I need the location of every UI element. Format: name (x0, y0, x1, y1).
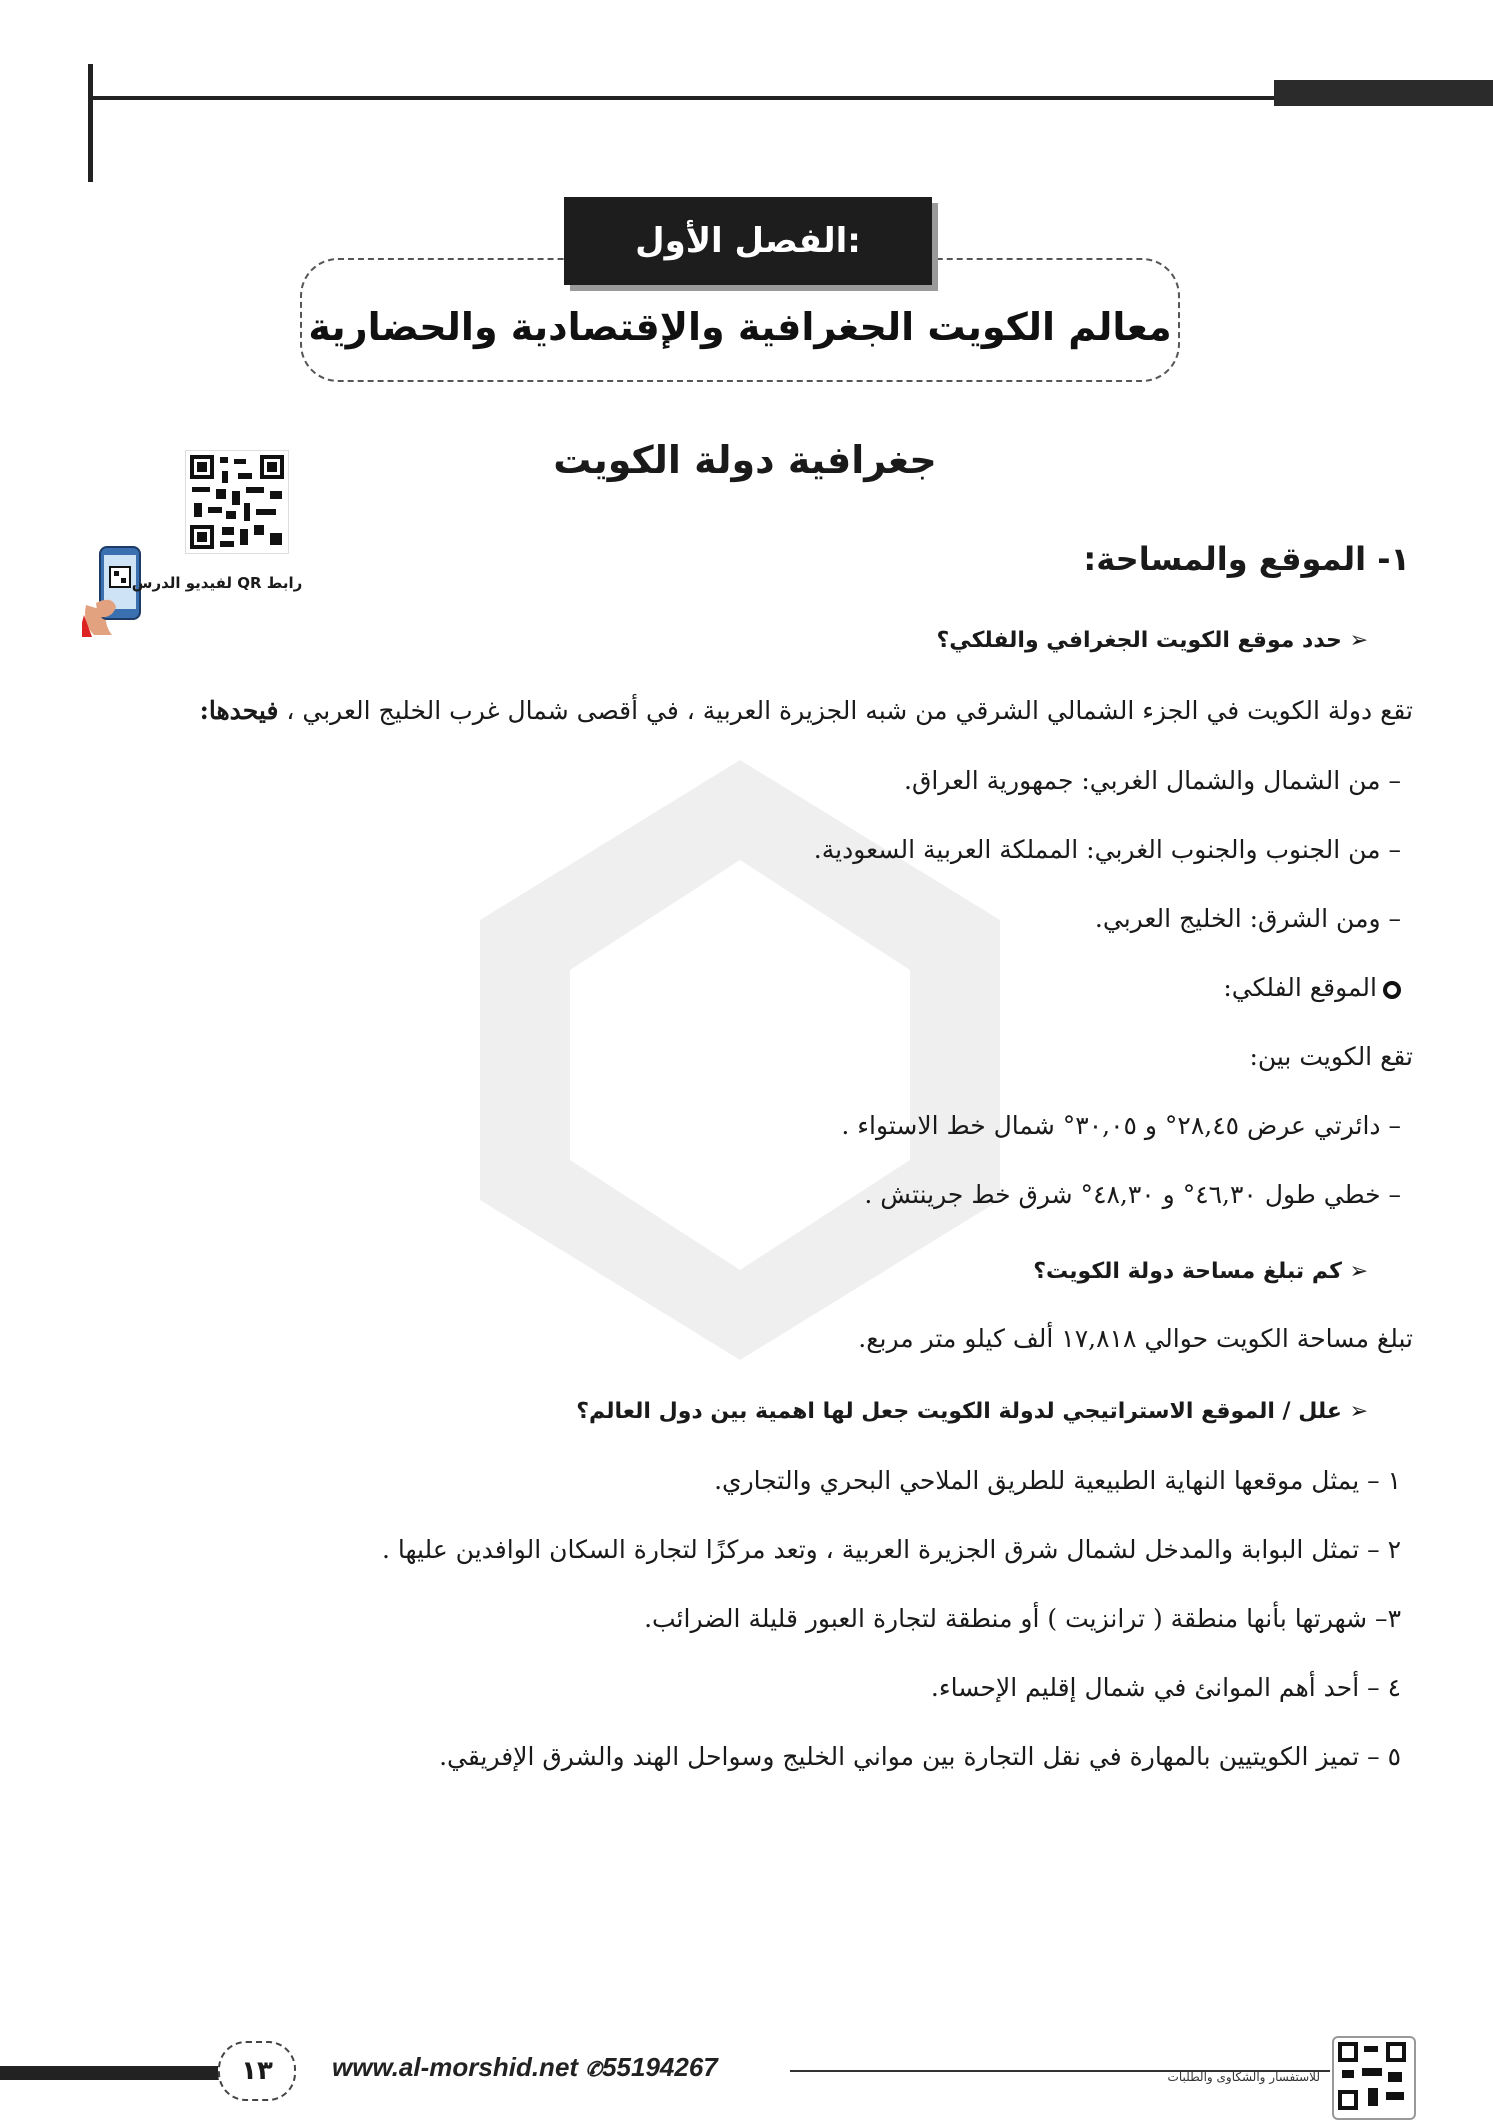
astro-intro: تقع الكويت بين: (1249, 1042, 1413, 1071)
reason-item: ٥ – تميز الكويتيين بالمهارة في نقل التجارة بين مواني الخليج وسواحل الهند والشرق الإفريقي. (439, 1742, 1401, 1771)
arrow-bullet-icon: ➢ (1341, 1259, 1368, 1284)
top-right-block (1274, 80, 1493, 106)
arrow-bullet-icon: ➢ (1341, 628, 1368, 653)
phone-icon: ✆ (585, 2059, 603, 2081)
question-2 (468, 1259, 1368, 1284)
intro-bold-end: فيحدها: (199, 696, 279, 725)
footer-contact (332, 2052, 718, 2083)
question-2-text: كم تبلغ مساحة دولة الكويت؟ (1033, 1259, 1342, 1284)
question-3-text: علل / الموقع الاستراتيجي لدولة الكويت جعل لها اهمية بين دول العالم؟ (576, 1399, 1342, 1424)
top-left-vertical-rule (88, 64, 93, 182)
astro-item: – دائرتي عرض ٢٨,٤٥° و ٣٠,٠٥° شمال خط الاستواء . (841, 1111, 1401, 1140)
question-1 (468, 628, 1368, 653)
qr-caption: رابط QR لفيديو الدرس (131, 574, 303, 592)
intro-sentence: تقع دولة الكويت في الجزء الشمالي الشرقي من شبه الجزيرة العربية ، في أقصى شمال غرب الخليج العربي ، (286, 696, 1413, 725)
reason-item: ٣– شهرتها بأنها منطقة ( ترانزيت ) أو منطقة لتجارة العبور قليلة الضرائب. (644, 1604, 1401, 1633)
section-title: جغرافية دولة الكويت (553, 438, 937, 482)
website-link[interactable]: www.al-morshid.net (332, 2052, 579, 2082)
border-item: – ومن الشرق: الخليج العربي. (1094, 904, 1401, 933)
page-number: ١٣ (241, 2056, 273, 2086)
intro-paragraph (73, 696, 1413, 726)
footer-left-bar (0, 2066, 232, 2080)
qr-code-lesson-video[interactable] (185, 450, 289, 554)
question-3 (268, 1399, 1368, 1424)
reason-item: ٢ – تمثل البوابة والمدخل لشمال شرق الجزيرة العربية ، وتعد مركزًا لتجارة السكان الوافدين عليها . (381, 1535, 1401, 1564)
heading-location-area: ١- الموقع والمساحة: (1083, 540, 1410, 578)
chapter-label: الفصل الأول: (635, 221, 861, 261)
chapter-title: معالم الكويت الجغرافية والإقتصادية والحضارية (308, 305, 1172, 349)
question-1-text: حدد موقع الكويت الجغرافي والفلكي؟ (936, 628, 1342, 653)
circle-bullet-icon (1383, 981, 1401, 999)
reason-item: ٤ – أحد أهم الموانئ في شمال إقليم الإحساء. (930, 1673, 1401, 1702)
reason-item: ١ – يمثل موقعها النهاية الطبيعية للطريق الملاحي البحري والتجاري. (714, 1466, 1401, 1495)
top-horizontal-rule (88, 96, 1278, 100)
qr-code-contact[interactable] (1332, 2036, 1416, 2120)
astro-heading (201, 973, 1401, 1003)
astro-heading-text: الموقع الفلكي: (1223, 973, 1377, 1002)
area-answer: تبلغ مساحة الكويت حوالي ١٧,٨١٨ ألف كيلو متر مربع. (858, 1324, 1413, 1353)
border-item: – من الجنوب والجنوب الغربي: المملكة العربية السعودية. (813, 835, 1401, 864)
page-number-badge (218, 2041, 296, 2101)
footer-contact-note: للاستفسار والشكاوى والطلبات (1167, 2070, 1320, 2084)
chapter-label-box (564, 197, 932, 285)
arrow-bullet-icon: ➢ (1341, 1399, 1368, 1424)
astro-item: – خطي طول ٤٦,٣٠° و ٤٨,٣٠° شرق خط جرينتش . (864, 1180, 1401, 1209)
phone-number[interactable]: 55194267 (602, 2052, 718, 2082)
border-item: – من الشمال والشمال الغربي: جمهورية العراق. (904, 766, 1401, 795)
